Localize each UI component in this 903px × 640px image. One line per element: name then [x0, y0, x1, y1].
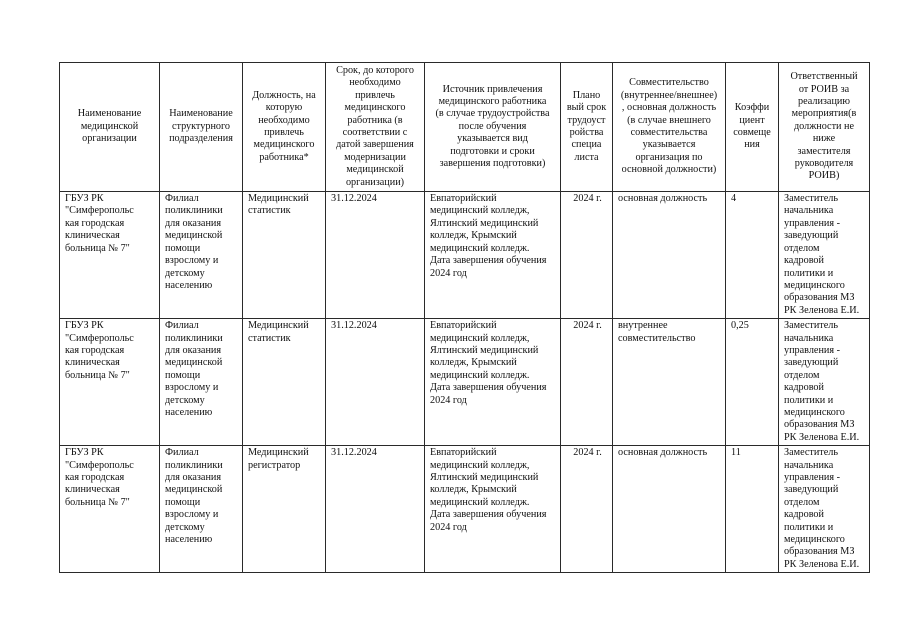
cell-organization: ГБУЗ РК "Симферопольс кая городская клиническая больница № 7"	[60, 192, 160, 319]
cell-planned-date: 2024 г.	[561, 192, 613, 319]
cell-source: Евпаторийский медицинский колледж, Ялтинский медицинский колледж, Крымский медицинский колледж. Дата завершения обучения 2024 год	[425, 446, 561, 573]
cell-coefficient: 4	[726, 192, 779, 319]
cell-source: Евпаторийский медицинский колледж, Ялтинский медицинский колледж, Крымский медицинский колледж. Дата завершения обучения 2024 год	[425, 319, 561, 446]
cell-coefficient: 0,25	[726, 319, 779, 446]
cell-responsible: Заместитель начальника управления - заведующий отделом кадровой политики и медицинского образования МЗ РК Зеленова Е.И.	[779, 446, 870, 573]
cell-position: Медицинский регистратор	[243, 446, 326, 573]
table-row	[60, 192, 870, 319]
cell-division: Филиал поликлиники для оказания медицинской помощи взрослому и детскому населению	[160, 446, 243, 573]
header-organization: Наименование медицинской организации	[60, 63, 160, 192]
cell-coefficient: 11	[726, 446, 779, 573]
header-combination: Совместительство (внутреннее/внешнее) , основная должность (в случае внешнего совместительства указывается организация по основной должности)	[613, 63, 726, 192]
table-row	[60, 319, 870, 446]
cell-combination: внутреннее совместительство	[613, 319, 726, 446]
header-planned-date: Плано вый срок трудоуст ройства специа листа	[561, 63, 613, 192]
header-responsible: Ответственный от РОИВ за реализацию мероприятия(в должности не ниже заместителя руководителя РОИВ)	[779, 63, 870, 192]
document-page	[59, 62, 869, 573]
cell-combination: основная должность	[613, 192, 726, 319]
cell-planned-date: 2024 г.	[561, 446, 613, 573]
header-row	[60, 63, 870, 192]
cell-division: Филиал поликлиники для оказания медицинской помощи взрослому и детскому населению	[160, 192, 243, 319]
header-deadline: Срок, до которого необходимо привлечь медицинского работника (в соответствии с датой завершения модернизации медицинской организации)	[326, 63, 425, 192]
header-coefficient: Коэффи циент совмеще ния	[726, 63, 779, 192]
header-source: Источник привлечения медицинского работника (в случае трудоустройства после обучения указывается вид подготовки и сроки завершения подготовки)	[425, 63, 561, 192]
cell-planned-date: 2024 г.	[561, 319, 613, 446]
cell-organization: ГБУЗ РК "Симферопольс кая городская клиническая больница № 7"	[60, 446, 160, 573]
cell-division: Филиал поликлиники для оказания медицинской помощи взрослому и детскому населению	[160, 319, 243, 446]
header-position: Должность, на которую необходимо привлечь медицинского работника*	[243, 63, 326, 192]
cell-organization: ГБУЗ РК "Симферопольс кая городская клиническая больница № 7"	[60, 319, 160, 446]
cell-deadline: 31.12.2024	[326, 192, 425, 319]
cell-position: Медицинский статистик	[243, 319, 326, 446]
cell-position: Медицинский статистик	[243, 192, 326, 319]
cell-deadline: 31.12.2024	[326, 319, 425, 446]
cell-responsible: Заместитель начальника управления - заведующий отделом кадровой политики и медицинского образования МЗ РК Зеленова Е.И.	[779, 192, 870, 319]
staffing-table	[59, 62, 870, 573]
cell-combination: основная должность	[613, 446, 726, 573]
cell-responsible: Заместитель начальника управления - заведующий отделом кадровой политики и медицинского образования МЗ РК Зеленова Е.И.	[779, 319, 870, 446]
table-row	[60, 446, 870, 573]
cell-source: Евпаторийский медицинский колледж, Ялтинский медицинский колледж, Крымский медицинский колледж. Дата завершения обучения 2024 год	[425, 192, 561, 319]
cell-deadline: 31.12.2024	[326, 446, 425, 573]
header-division: Наименование структурного подразделения	[160, 63, 243, 192]
